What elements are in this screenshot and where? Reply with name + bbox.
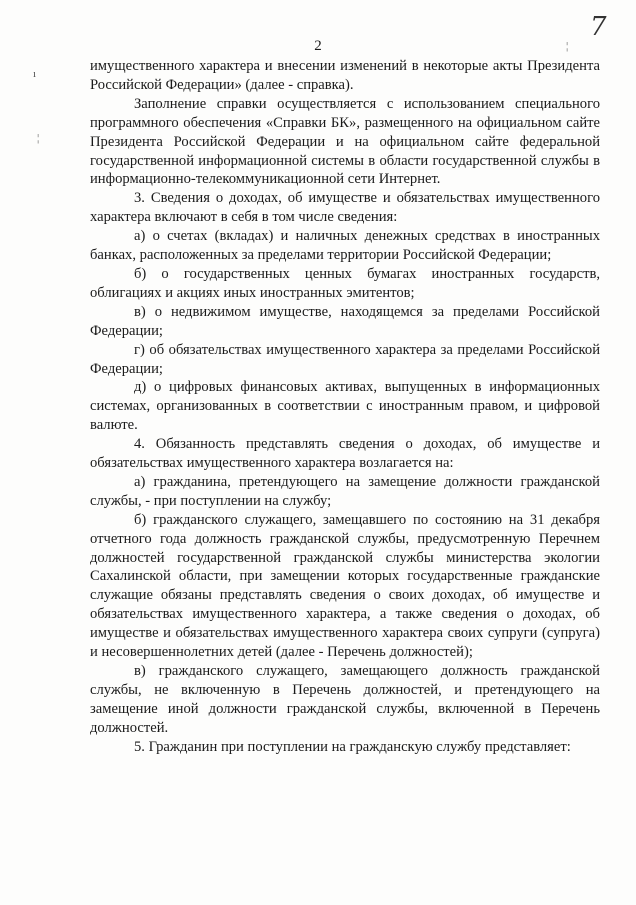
list-item-3d: д) о цифровых финансовых активах, выпущенных в информационных системах, организованных в соответствии с иностранным правом, и цифровой валюте. xyxy=(90,379,600,434)
paragraph-filling-info: Заполнение справки осуществляется с использованием специального программного обеспечения «Справки БК», размещенного на официальном сайте Президента Российской Федерации и на официальном сайте федеральной государственной информационной системы в области государственной службы в информационно-телекоммуникационной сети Интернет. xyxy=(90,95,600,188)
list-item-4a: а) гражданина, претендующего на замещение должности гражданской службы, - при поступлении на службу; xyxy=(90,473,600,509)
paragraph-section-5: 5. Гражданин при поступлении на гражданскую службу представляет: xyxy=(134,738,571,755)
document-body xyxy=(90,57,600,757)
margin-scan-mark: ¦ xyxy=(566,40,569,52)
list-item-4v: в) гражданского служащего, замещающего должность гражданской службы, не включенную в Перечень должностей, и претендующего на замещение иной должности гражданской службы, включенной в Перечень должностей. xyxy=(90,663,600,736)
list-item-3b: б) о государственных ценных бумагах иностранных государств, облигациях и акциях иных иностранных эмитентов; xyxy=(90,265,600,301)
list-item-3g: г) об обязательствах имущественного характера за пределами Российской Федерации; xyxy=(90,341,600,377)
list-item-3v: в) о недвижимом имуществе, находящемся за пределами Российской Федерации; xyxy=(90,303,600,339)
page-number: 2 xyxy=(314,38,322,54)
margin-scan-mark: ı xyxy=(33,68,37,80)
paragraph-section-4: 4. Обязанность представлять сведения о доходах, об имуществе и обязательствах имущественного характера возлагается на: xyxy=(90,436,600,472)
handwritten-page-mark: 7 xyxy=(590,12,607,42)
paragraph-continuation: имущественного характера и внесении изменений в некоторые акты Президента Российской Федерации» (далее - справка). xyxy=(90,58,600,93)
list-item-4b: б) гражданского служащего, замещавшего по состоянию на 31 декабря отчетного года должность гражданской службы, предусмотренную Перечнем должностей государственной гражданской службы министерства экологии Сахалинской области, при замещении которых государственные гражданские служащие обязаны представлять сведения о своих доходах, об имуществе и обязательствах имущественного характера, а также сведения о доходах, об имуществе и обязательствах имущественного характера своих супруги (супруга) и несовершеннолетних детей (далее - Перечень должностей); xyxy=(90,511,600,661)
list-item-3a: а) о счетах (вкладах) и наличных денежных средствах в иностранных банках, расположенных за пределами территории Российской Федерации; xyxy=(90,228,600,264)
margin-scan-mark: ¦ xyxy=(37,132,40,144)
paragraph-section-3: 3. Сведения о доходах, об имуществе и обязательствах имущественного характера включают в себя в том числе сведения: xyxy=(90,190,600,226)
